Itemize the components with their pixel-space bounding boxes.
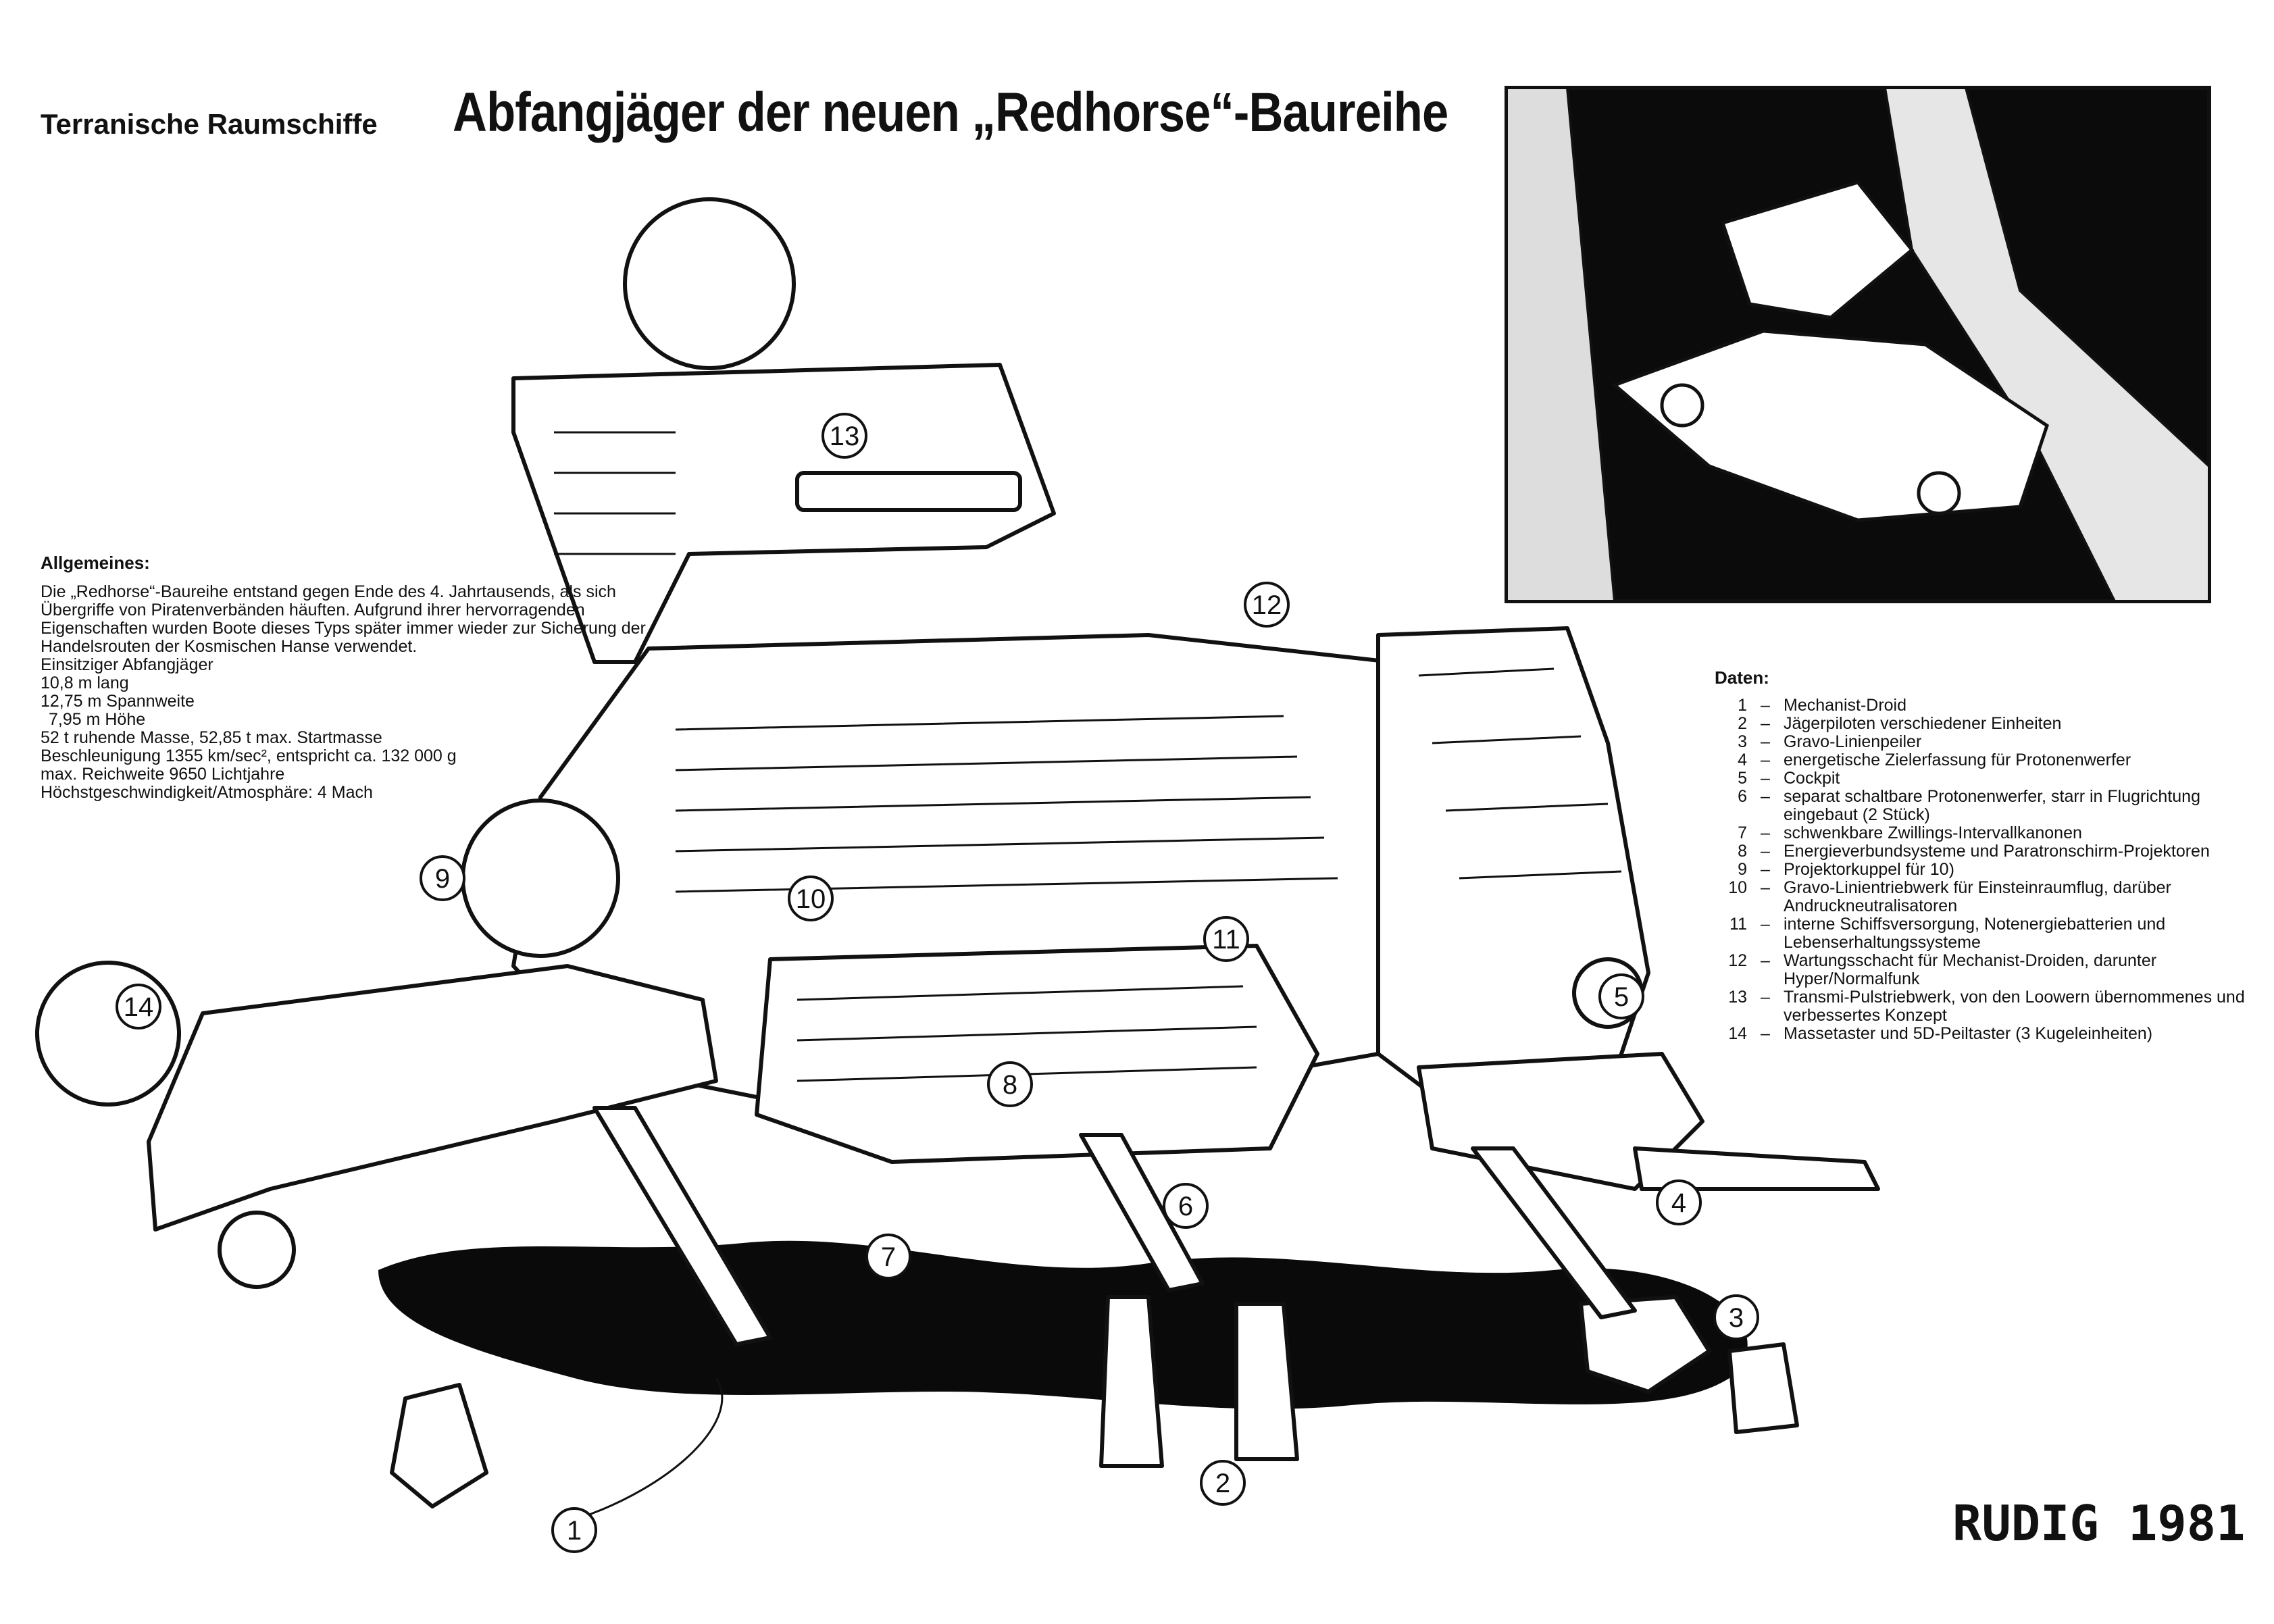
- callout-1: [553, 1508, 596, 1552]
- legend-text: Projektorkuppel für 10): [1784, 860, 1954, 879]
- lower-energy-bay: [757, 946, 1317, 1162]
- legend-number: 14: [1728, 1024, 1747, 1043]
- inset-flight-scene: [1507, 88, 2209, 601]
- rear-wing: [149, 966, 716, 1229]
- legend-text: Massetaster und 5D-Peiltaster (3 Kugeleinheiten): [1784, 1024, 2153, 1043]
- legend-dash: –: [1761, 915, 1770, 934]
- legend-text: separat schaltbare Protonenwerfer, starr in Flugrichtung eingebaut (2 Stück): [1784, 787, 2200, 824]
- callout-6: [1164, 1184, 1207, 1227]
- spec-item: 7,95 m Höhe: [49, 710, 146, 729]
- legend-text: Gravo-Linientriebwerk für Einsteinraumflug, darüber Andruckneutralisatoren: [1784, 878, 2171, 915]
- legend-item: [1715, 788, 2255, 824]
- legend-item: [1715, 715, 2255, 733]
- legend-number: 13: [1728, 988, 1747, 1007]
- legend-item: [1715, 952, 2255, 988]
- engine-nozzle-lower: [220, 1213, 294, 1287]
- svg-text:9: 9: [434, 864, 451, 894]
- callout-14: [117, 985, 160, 1028]
- sensor-sphere-14: [37, 963, 179, 1105]
- legend-dash: –: [1761, 823, 1770, 842]
- spec-item: 12,75 m Spannweite: [41, 692, 195, 711]
- legend-number: 10: [1728, 878, 1747, 897]
- legend-dash: –: [1761, 878, 1770, 897]
- legend-dash: –: [1761, 769, 1770, 788]
- legend-dash: –: [1761, 696, 1770, 715]
- legend-dash: –: [1761, 951, 1770, 970]
- svg-text:RUDIG 1981: RUDIG 1981: [1952, 1495, 2246, 1552]
- legend-item: [1715, 879, 2255, 915]
- mechanist-droid-figure: [392, 1385, 486, 1506]
- callout-11: [1205, 917, 1248, 961]
- callout-12: [1245, 583, 1288, 626]
- general-info: [41, 554, 649, 802]
- page-title: Abfangjäger der neuen „Redhorse“-Baureihe: [453, 82, 1448, 143]
- legend-number: 4: [1738, 751, 1747, 769]
- spec-list: [41, 656, 649, 802]
- legend-text: Transmi-Pulstriebwerk, von den Loowern übernommenes und verbessertes Konzept: [1784, 988, 2245, 1025]
- legend-number: 9: [1738, 860, 1747, 879]
- spec-item: Höchstgeschwindigkeit/Atmosphäre: 4 Mach: [41, 783, 373, 802]
- legend-text: Mechanist-Droid: [1784, 696, 1907, 715]
- legend-text: Cockpit: [1784, 769, 1840, 788]
- callout-7: [867, 1235, 910, 1278]
- legend-dash: –: [1761, 1024, 1770, 1043]
- legend-dash: –: [1761, 732, 1770, 751]
- legend-item: [1715, 1025, 2255, 1043]
- spec-item: max. Reichweite 9650 Lichtjahre: [41, 765, 285, 784]
- legend-dash: –: [1761, 860, 1770, 879]
- callout-8: [988, 1063, 1032, 1106]
- svg-text:6: 6: [1178, 1192, 1194, 1221]
- callout-10: [789, 877, 832, 920]
- legend-dash: –: [1761, 988, 1770, 1007]
- callout-5: [1600, 975, 1643, 1018]
- legend-number: 1: [1738, 696, 1747, 715]
- legend-number: 3: [1738, 732, 1747, 751]
- series-title: Terranische Raumschiffe: [41, 108, 378, 140]
- legend-number: 8: [1738, 842, 1747, 861]
- ground-shadow: [378, 1241, 1748, 1409]
- sensor-sphere-top: [625, 199, 794, 368]
- legend-dash: –: [1761, 714, 1770, 733]
- legend-number: 2: [1738, 714, 1747, 733]
- legend-number: 12: [1728, 951, 1747, 970]
- callout-3: [1715, 1296, 1758, 1339]
- legend-dash: –: [1761, 751, 1770, 769]
- legend-item: [1715, 769, 2255, 788]
- spec-item: 52 t ruhende Masse, 52,85 t max. Startmasse: [41, 728, 382, 747]
- legend-item: [1715, 696, 2255, 715]
- svg-text:11: 11: [1212, 925, 1240, 955]
- general-heading: Allgemeines:: [41, 553, 150, 573]
- svg-text:2: 2: [1215, 1469, 1231, 1498]
- legend-number: 6: [1738, 787, 1747, 806]
- droid-figure-right: [1729, 1344, 1797, 1432]
- legend-item: [1715, 842, 2255, 861]
- legend-text: interne Schiffsversorgung, Notenergiebatterien und Lebenserhaltungssysteme: [1784, 915, 2166, 952]
- svg-text:10: 10: [795, 884, 826, 914]
- svg-text:4: 4: [1671, 1188, 1687, 1218]
- svg-text:13: 13: [829, 422, 860, 451]
- svg-text:3: 3: [1728, 1303, 1744, 1333]
- legend-item: [1715, 751, 2255, 769]
- legend-item: [1715, 824, 2255, 842]
- svg-text:12: 12: [1251, 590, 1282, 620]
- legend-item: [1715, 988, 2255, 1025]
- legend-item: [1715, 861, 2255, 879]
- svg-text:5: 5: [1613, 982, 1629, 1012]
- legend-item: [1715, 915, 2255, 952]
- legend-dash: –: [1761, 787, 1770, 806]
- legend-text: Wartungsschacht für Mechanist-Droiden, darunter Hyper/Normalfunk: [1784, 951, 2157, 988]
- legend-heading: Daten:: [1715, 667, 1769, 688]
- legend-number: 11: [1729, 915, 1747, 934]
- legend-dash: –: [1761, 842, 1770, 861]
- svg-text:1: 1: [566, 1516, 582, 1546]
- projector-dome-9: [463, 801, 618, 956]
- spec-item: Einsitziger Abfangjäger: [41, 655, 213, 674]
- legend-text: Energieverbundsysteme und Paratronschirm-Projektoren: [1784, 842, 2210, 861]
- legend-number: 7: [1738, 823, 1747, 842]
- callout-9: [421, 857, 464, 900]
- legend-text: Jägerpiloten verschiedener Einheiten: [1784, 714, 2062, 733]
- callout-4: [1657, 1181, 1700, 1224]
- engine-grille: [797, 473, 1020, 510]
- svg-text:8: 8: [1002, 1070, 1018, 1100]
- spec-item: Beschleunigung 1355 km/sec², entspricht ca. 132 000 g: [41, 746, 457, 765]
- legend-text: Gravo-Linienpeiler: [1784, 732, 1922, 751]
- legend-item: [1715, 733, 2255, 751]
- spec-item: 10,8 m lang: [41, 674, 129, 692]
- callout-2: [1201, 1461, 1244, 1504]
- svg-text:7: 7: [880, 1242, 896, 1272]
- callout-13: [823, 414, 866, 457]
- general-intro: Die „Redhorse“-Baureihe entstand gegen Ende des 4. Jahrtausends, als sich Übergriffe von Piratenverbänden häuften. Aufgrund ihrer hervorragenden Eigenschaften wurden Boote dieses Typs später immer wieder zur Sicherung der Handelsrouten der Kosmischen Hanse verwendet.: [41, 582, 646, 656]
- artist-signature: [1946, 1486, 2246, 1560]
- svg-text:14: 14: [123, 992, 154, 1022]
- legend-number: 5: [1738, 769, 1747, 788]
- data-legend: [1715, 669, 2255, 1043]
- legend-text: energetische Zielerfassung für Protonenwerfer: [1784, 751, 2131, 769]
- legend-text: schwenkbare Zwillings-Intervallkanonen: [1784, 823, 2082, 842]
